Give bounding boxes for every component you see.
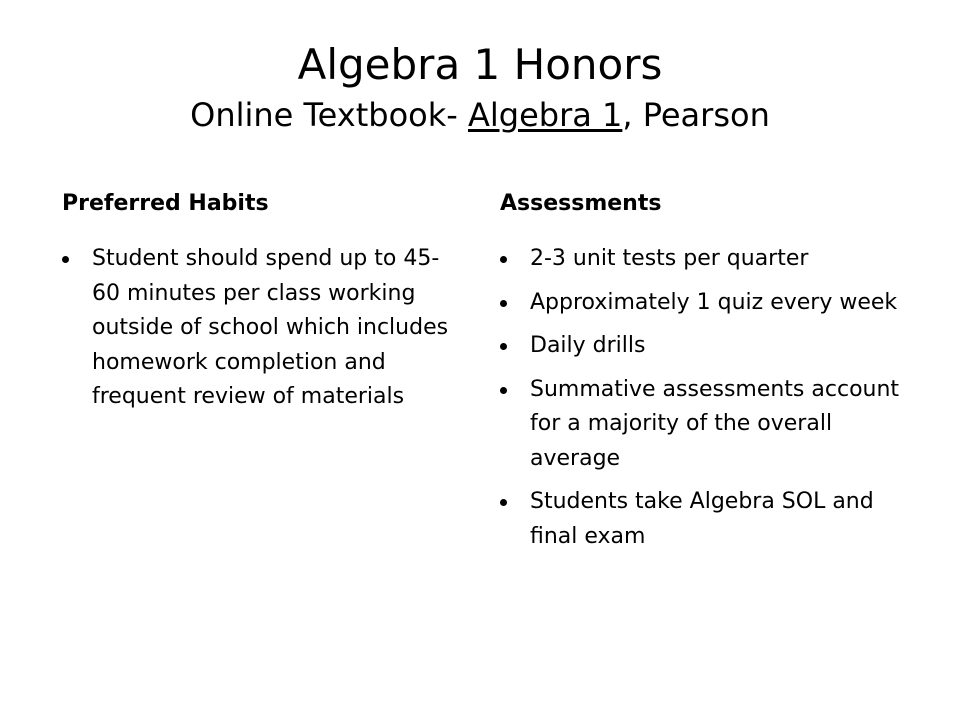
bullet-icon (500, 256, 507, 263)
preferred-habits-heading: Preferred Habits (62, 191, 269, 216)
list-item (500, 485, 900, 554)
list-item-text: Student should spend up to 45-60 minutes per class working outside of school which includes homework completion and frequent review of materials (92, 246, 449, 409)
list-item-text: 2-3 unit tests per quarter (530, 246, 809, 271)
list-item-text: Students take Algebra SOL and final exam (530, 489, 874, 549)
subtitle-prefix: Online Textbook- (190, 96, 468, 134)
bullet-icon (500, 499, 507, 506)
textbook-title: Algebra 1 (467, 96, 623, 134)
preferred-habits-list (62, 242, 462, 415)
list-item (500, 242, 900, 277)
subtitle-suffix: , Pearson (622, 96, 770, 134)
list-item (500, 286, 900, 321)
list-item (62, 242, 462, 415)
list-item-text: Summative assessments account for a majority of the overall average (530, 376, 900, 471)
bullet-icon (500, 300, 507, 307)
assessments-column (500, 186, 900, 563)
assessments-heading: Assessments (500, 191, 662, 216)
list-item (500, 329, 900, 364)
slide-title: Algebra 1 Honors (297, 40, 663, 89)
bullet-icon (500, 343, 507, 350)
preferred-habits-column (62, 186, 462, 424)
bullet-icon (62, 256, 69, 263)
list-item (500, 373, 900, 477)
list-item-text: Approximately 1 quiz every week (530, 289, 898, 315)
assessments-list (500, 242, 900, 554)
slide-subtitle (40, 92, 920, 138)
list-item-text: Daily drills (530, 333, 646, 358)
slide-title-block (40, 38, 920, 138)
bullet-icon (500, 387, 507, 394)
